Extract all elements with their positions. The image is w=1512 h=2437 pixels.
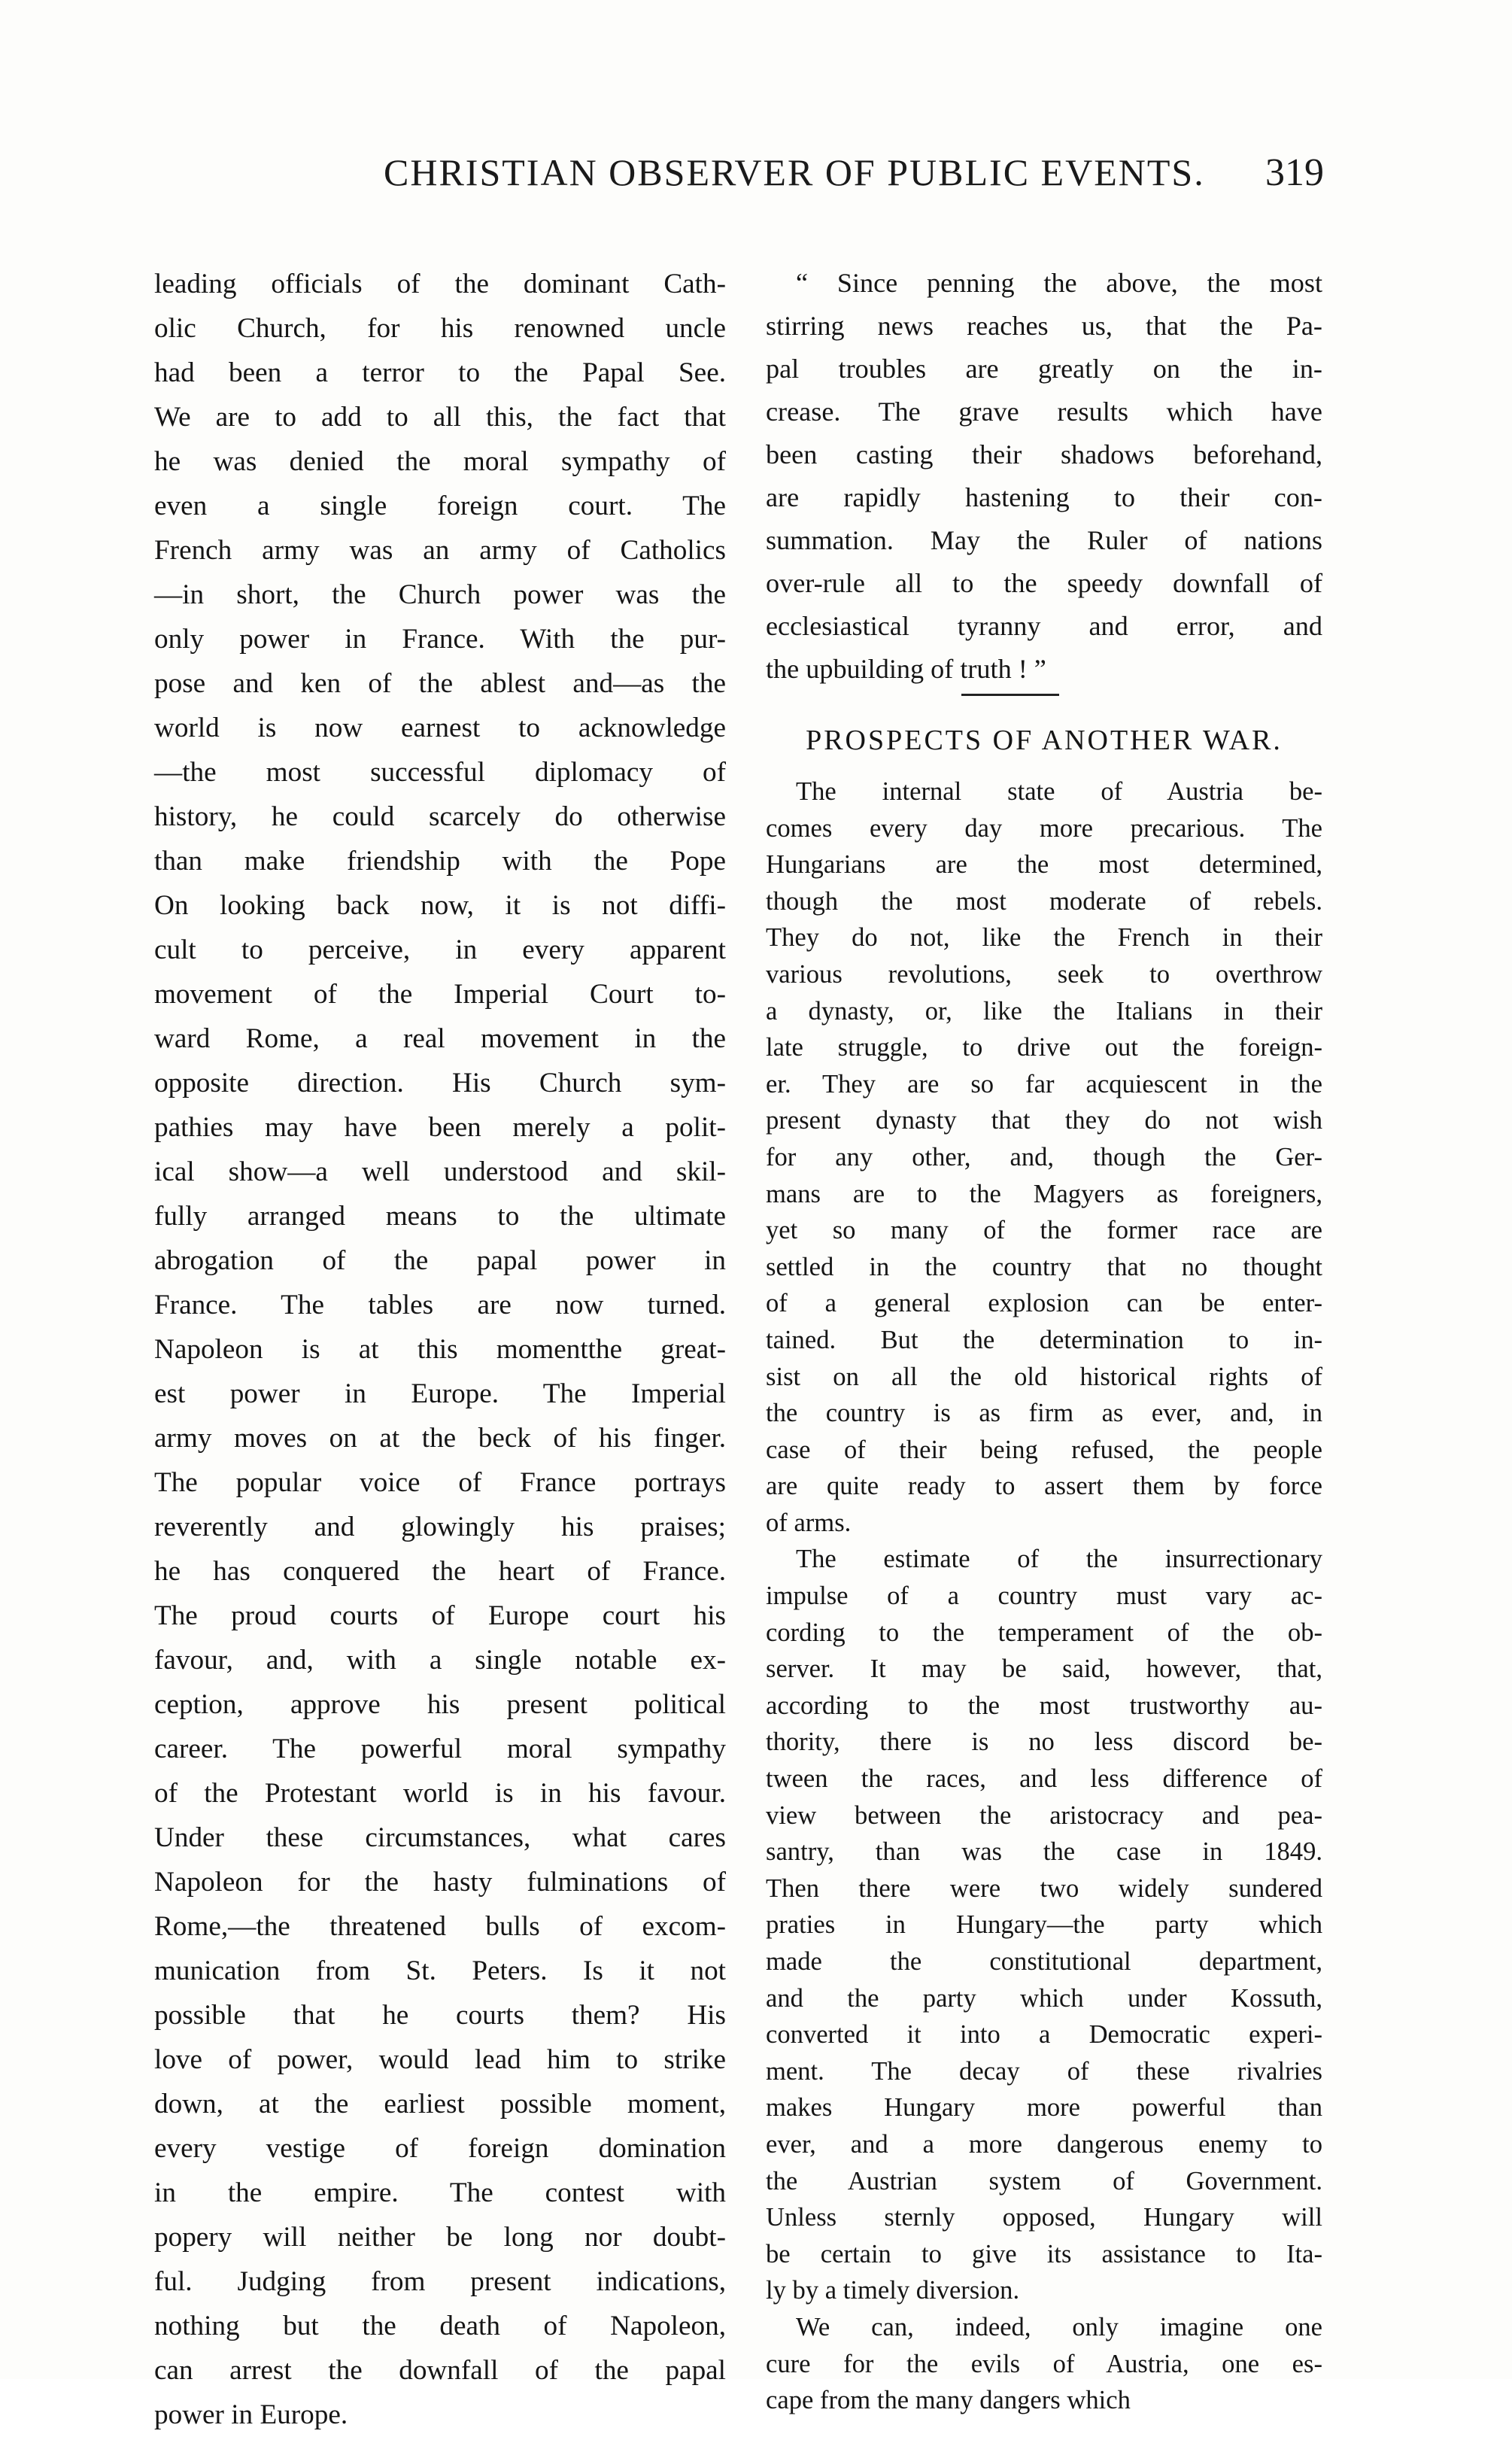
text-line: power in Europe.: [154, 2399, 348, 2430]
text-line: movement of the Imperial Court to-: [154, 979, 726, 1010]
text-line: history, he could scarcely do otherwise: [154, 801, 726, 832]
text-line: over-rule all to the speedy downfall of: [766, 568, 1322, 598]
left-column-text: [154, 262, 726, 2437]
text-line: ful. Judging from present indications,: [154, 2266, 726, 2297]
text-line: though the most moderate of rebels.: [766, 886, 1322, 916]
text-line: cult to perceive, in every apparent: [154, 934, 726, 965]
text-line: mans are to the Magyers as foreigners,: [766, 1179, 1322, 1208]
text-line: They do not, like the French in their: [766, 923, 1322, 953]
text-line: various revolutions, seek to overthrow: [766, 959, 1322, 989]
text-line: than make friendship with the Pope: [154, 846, 726, 877]
text-line: Hungarians are the most determined,: [766, 850, 1322, 880]
text-line: yet so many of the former race are: [766, 1216, 1322, 1245]
text-line: the country is as firm as ever, and, in: [766, 1399, 1322, 1428]
text-line: er. They are so far acquiescent in the: [766, 1069, 1322, 1098]
text-line: Napoleon is at this momentthe great-: [154, 1334, 726, 1365]
text-line: down, at the earliest possible moment,: [154, 2089, 726, 2119]
text-line: summation. May the Ruler of nations: [766, 525, 1322, 555]
text-line: France. The tables are now turned.: [154, 1290, 726, 1320]
text-line: tained. But the determination to in-: [766, 1325, 1322, 1354]
text-line: reverently and glowingly his praises;: [154, 1512, 726, 1542]
text-line: The popular voice of France portrays: [154, 1467, 726, 1498]
text-line: be certain to give its assistance to Ita-: [766, 2239, 1322, 2268]
text-line: fully arranged means to the ultimate: [154, 1201, 726, 1232]
text-line: ical show—a well understood and skil-: [154, 1156, 726, 1187]
text-line: sist on all the old historical rights of: [766, 1362, 1322, 1391]
text-line: the Austrian system of Government.: [766, 2166, 1322, 2195]
text-line: ecclesiastical tyranny and error, and: [766, 611, 1322, 641]
text-line: —in short, the Church power was the: [154, 579, 726, 610]
text-line: The internal state of Austria be-: [796, 777, 1322, 806]
text-line: server. It may be said, however, that,: [766, 1655, 1322, 1684]
section-heading: PROSPECTS OF ANOTHER WAR.: [806, 725, 1283, 756]
text-line: The proud courts of Europe court his: [154, 1600, 726, 1631]
text-line: and the party which under Kossuth,: [766, 1983, 1322, 2013]
running-title: CHRISTIAN OBSERVER OF PUBLIC EVENTS.: [384, 151, 1205, 193]
text-line: of the Protestant world is in his favour.: [154, 1778, 726, 1809]
text-line: converted it into a Democratic experi-: [766, 2020, 1322, 2050]
text-line: even a single foreign court. The: [154, 491, 726, 521]
text-line: thority, there is no less discord be-: [766, 1727, 1322, 1757]
text-line: —the most successful diplomacy of: [154, 757, 726, 788]
text-line: possible that he courts them? His: [154, 2000, 726, 2031]
text-line: impulse of a country must vary ac-: [766, 1582, 1322, 1611]
text-line: munication from St. Peters. Is it not: [154, 1955, 726, 1986]
text-line: Rome,—the threatened bulls of excom-: [154, 1911, 726, 1942]
text-line: praties in Hungary—the party which: [766, 1910, 1322, 1940]
text-line: nothing but the death of Napoleon,: [154, 2311, 726, 2341]
text-line: favour, and, with a single notable ex-: [154, 1645, 726, 1676]
running-header: [150, 150, 1324, 211]
text-line: love of power, would lead him to strike: [154, 2044, 726, 2075]
text-line: pathies may have been merely a polit-: [154, 1112, 726, 1143]
text-line: leading officials of the dominant Cath-: [154, 269, 726, 299]
text-line: makes Hungary more powerful than: [766, 2093, 1322, 2122]
text-line: comes every day more precarious. The: [766, 813, 1322, 843]
text-line: est power in Europe. The Imperial: [154, 1378, 726, 1409]
text-line: ception, approve his present political: [154, 1689, 726, 1720]
text-line: ward Rome, a real movement in the: [154, 1023, 726, 1054]
text-line: Napoleon for the hasty fulminations of: [154, 1867, 726, 1898]
text-line: olic Church, for his renowned uncle: [154, 313, 726, 344]
text-line: late struggle, to drive out the foreign-: [766, 1033, 1322, 1062]
text-line: according to the most trustworthy au-: [766, 1691, 1322, 1720]
text-line: been casting their shadows beforehand,: [766, 439, 1322, 469]
text-line: present dynasty that they do not wish: [766, 1106, 1322, 1135]
text-line: Under these circumstances, what cares: [154, 1822, 726, 1853]
text-line: We can, indeed, only imagine one: [796, 2312, 1322, 2341]
text-line: a dynasty, or, like the Italians in their: [766, 996, 1322, 1026]
text-line: can arrest the downfall of the papal: [154, 2355, 726, 2386]
text-line: made the constitutional department,: [766, 1947, 1322, 1976]
text-line: cape from the many dangers which: [766, 2386, 1131, 2415]
text-line: tween the races, and less difference of: [766, 1764, 1322, 1794]
text-line: had been a terror to the Papal See.: [154, 357, 726, 388]
text-line: opposite direction. His Church sym-: [154, 1068, 726, 1098]
text-line: career. The powerful moral sympathy: [154, 1734, 726, 1764]
text-line: On looking back now, it is not diffi-: [154, 890, 726, 921]
text-line: settled in the country that no thought: [766, 1252, 1322, 1281]
text-line: crease. The grave results which have: [766, 397, 1322, 427]
text-line: The estimate of the insurrectionary: [796, 1545, 1322, 1574]
section-divider-rule: [961, 694, 1059, 696]
text-line: pose and ken of the ablest and—as the: [154, 668, 726, 699]
text-line: We are to add to all this, the fact that: [154, 402, 726, 433]
text-line: only power in France. With the pur-: [154, 624, 726, 655]
text-line: he was denied the moral sympathy of: [154, 446, 726, 477]
page-number: 319: [1265, 151, 1324, 194]
text-line: abrogation of the papal power in: [154, 1245, 726, 1276]
text-line: view between the aristocracy and pea-: [766, 1800, 1322, 1830]
text-line: he has conquered the heart of France.: [154, 1556, 726, 1587]
text-line: case of their being refused, the people: [766, 1435, 1322, 1464]
text-line: the upbuilding of truth ! ”: [766, 654, 1046, 684]
text-line: are quite ready to assert them by force: [766, 1472, 1322, 1501]
text-line: popery will neither be long nor doubt-: [154, 2222, 726, 2253]
text-line: for any other, and, though the Ger-: [766, 1142, 1322, 1171]
text-line: Unless sternly opposed, Hungary will: [766, 2203, 1322, 2232]
text-line: in the empire. The contest with: [154, 2177, 726, 2208]
text-line: are rapidly hastening to their con-: [766, 482, 1322, 512]
text-line: cording to the temperament of the ob-: [766, 1618, 1322, 1647]
text-line: every vestige of foreign domination: [154, 2133, 726, 2164]
text-line: French army was an army of Catholics: [154, 535, 726, 566]
right-column-quote: [766, 262, 1322, 691]
text-line: santry, than was the case in 1849.: [766, 1837, 1322, 1867]
text-line: stirring news reaches us, that the Pa-: [766, 311, 1322, 341]
text-line: of a general explosion can be enter-: [766, 1289, 1322, 1318]
text-line: pal troubles are greatly on the in-: [766, 354, 1322, 384]
text-line: of arms.: [766, 1508, 852, 1537]
right-column-article: [766, 773, 1322, 2419]
text-line: Then there were two widely sundered: [766, 1873, 1322, 1903]
text-line: ever, and a more dangerous enemy to: [766, 2129, 1322, 2159]
text-line: army moves on at the beck of his finger.: [154, 1423, 726, 1454]
text-line: “ Since penning the above, the most: [796, 268, 1322, 298]
text-line: world is now earnest to acknowledge: [154, 713, 726, 743]
text-line: ment. The decay of these rivalries: [766, 2056, 1322, 2086]
text-line: cure for the evils of Austria, one es-: [766, 2349, 1322, 2378]
text-line: ly by a timely diversion.: [766, 2276, 1020, 2305]
